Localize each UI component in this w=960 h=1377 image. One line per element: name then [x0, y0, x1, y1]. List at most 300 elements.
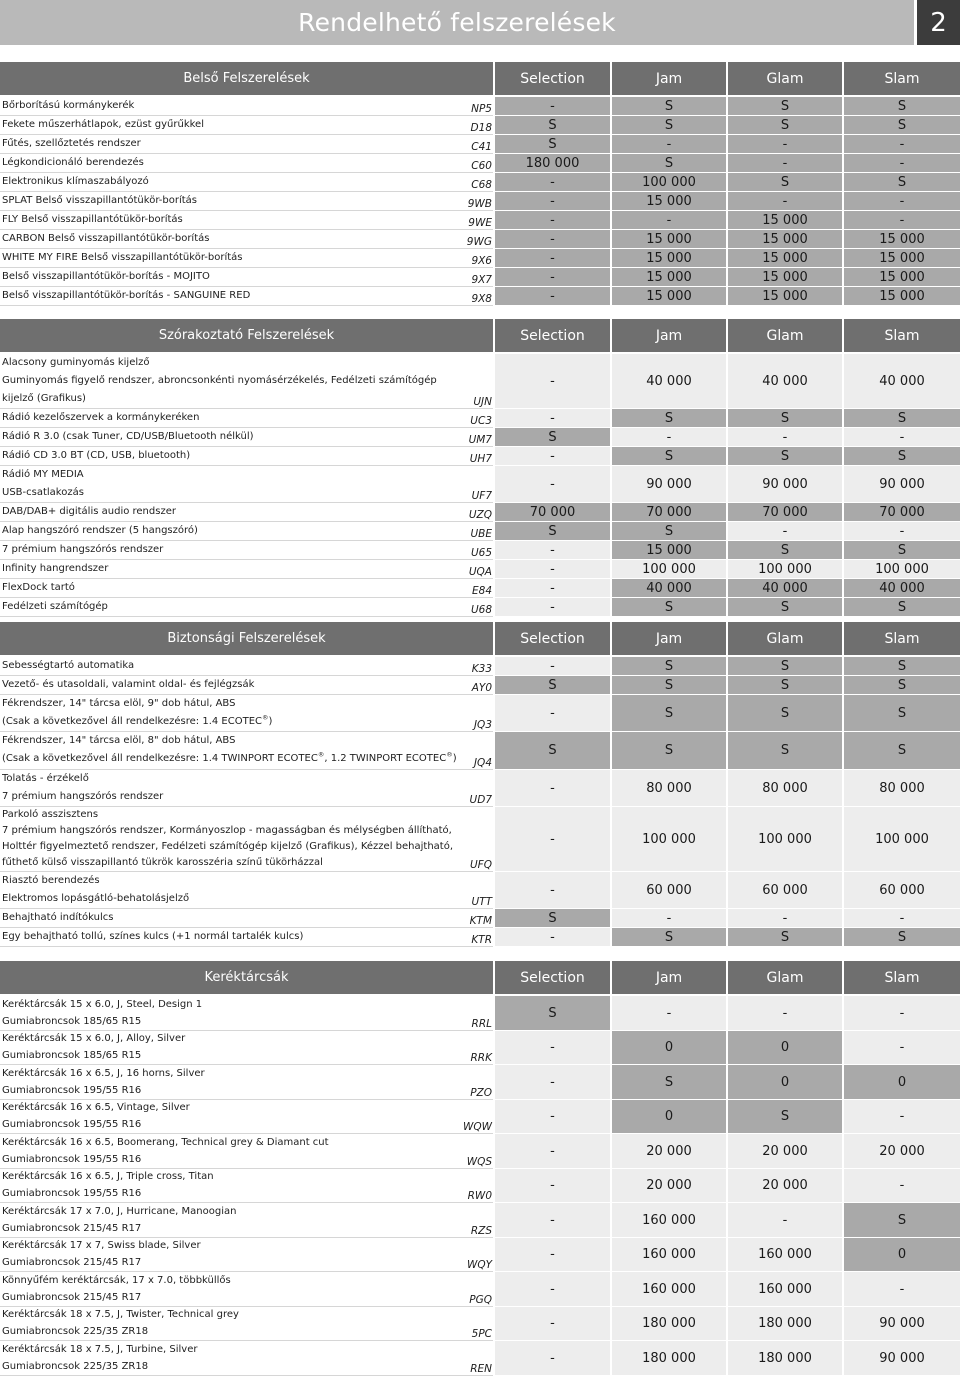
table-row: [0, 928, 960, 947]
table-row: [0, 598, 960, 617]
row-description: [2, 598, 468, 616]
cell-jam: S: [612, 928, 726, 946]
cell-selection: S: [495, 676, 610, 694]
cell-glam: S: [728, 732, 842, 769]
cell-glam: 15 000: [728, 230, 842, 248]
cell-jam: S: [612, 116, 726, 134]
cell-selection: -: [495, 287, 610, 305]
description-line: Bőrborítású kormánykerék: [2, 100, 135, 111]
row-description: [2, 135, 468, 153]
cell-slam: 15 000: [844, 287, 960, 305]
description-line: Keréktárcsák 15 x 6.0, J, Steel, Design 1: [2, 999, 203, 1010]
cell-glam: 0: [728, 1065, 842, 1099]
cell-glam: S: [728, 409, 842, 427]
cell-glam: -: [728, 154, 842, 172]
option-code: UD7: [469, 794, 492, 806]
table-row: [0, 409, 960, 428]
row-description: [2, 1065, 468, 1099]
cell-selection: -: [495, 928, 610, 946]
table-row: [0, 770, 960, 807]
description-line: Keréktárcsák 16 x 6.5, Vintage, Silver: [2, 1102, 190, 1113]
cell-glam: 20 000: [728, 1169, 842, 1202]
cell-selection: -: [495, 598, 610, 616]
cell-glam: S: [728, 676, 842, 694]
description-line: Sebességtartó automatika: [2, 660, 135, 671]
cell-jam: 15 000: [612, 192, 726, 210]
option-code: RZS: [470, 1225, 492, 1237]
cell-selection: -: [495, 447, 610, 465]
cell-slam: -: [844, 211, 960, 229]
cell-slam: S: [844, 409, 960, 427]
row-description: [2, 996, 468, 1030]
row-description: [2, 579, 468, 597]
description-line: Keréktárcsák 15 x 6.0, J, Alloy, Silver: [2, 1033, 186, 1044]
table-row: [0, 230, 960, 249]
description-line: fűthető külső visszapillantó tükrök karosszéria színű tükörházzal: [2, 857, 323, 868]
cell-glam: -: [728, 996, 842, 1030]
section-title: Belső Felszerelések: [0, 62, 493, 95]
description-line: Alap hangszóró rendszer (5 hangszóró): [2, 525, 198, 536]
option-code: UTT: [471, 896, 492, 908]
cell-selection: -: [495, 1272, 610, 1306]
description-line: Behajtható indítókulcs: [2, 912, 114, 923]
table-row: [0, 1307, 960, 1341]
cell-glam: -: [728, 909, 842, 927]
option-code: JQ3: [473, 719, 492, 731]
cell-jam: 180 000: [612, 1307, 726, 1340]
option-code: 9WG: [466, 236, 492, 248]
description-line: FlexDock tartó: [2, 582, 75, 593]
cell-selection: -: [495, 579, 610, 597]
section-header: [0, 62, 960, 95]
description-line: Guminyomás figyelő rendszer, abroncsonkénti nyomásérzékelés, Fedélzeti számítógép: [2, 375, 437, 386]
row-description: [2, 211, 468, 229]
cell-slam: 0: [844, 1065, 960, 1099]
column-header-jam: Jam: [612, 622, 726, 655]
cell-glam: S: [728, 97, 842, 115]
cell-jam: 0: [612, 1100, 726, 1133]
cell-jam: S: [612, 676, 726, 694]
cell-glam: S: [728, 695, 842, 731]
option-code: UJN: [473, 396, 492, 408]
description-line: Gumiabroncsok 195/55 R16: [2, 1187, 142, 1199]
option-code: 9WE: [468, 217, 492, 229]
table-row: [0, 249, 960, 268]
description-line: Elektronikus klímaszabályozó: [2, 176, 149, 187]
option-code: RRK: [470, 1052, 492, 1064]
cell-jam: 0: [612, 1031, 726, 1064]
table-row: [0, 872, 960, 909]
cell-selection: S: [495, 135, 610, 153]
description-line: 7 prémium hangszórós rendszer, Kormányoszlop - magasságban és mélységben állítható,: [2, 825, 452, 836]
table-row: [0, 1134, 960, 1169]
cell-jam: 15 000: [612, 249, 726, 267]
row-divider: [0, 305, 493, 306]
cell-slam: -: [844, 154, 960, 172]
cell-slam: -: [844, 428, 960, 446]
cell-slam: S: [844, 1203, 960, 1237]
cell-glam: 160 000: [728, 1272, 842, 1306]
cell-slam: -: [844, 909, 960, 927]
option-code: WQS: [466, 1156, 492, 1168]
cell-glam: S: [728, 447, 842, 465]
section-rows: [0, 97, 960, 306]
cell-glam: 0: [728, 1031, 842, 1064]
cell-jam: S: [612, 522, 726, 540]
row-description: [2, 909, 468, 927]
column-header-jam: Jam: [612, 62, 726, 95]
row-description: [2, 732, 468, 768]
cell-glam: -: [728, 1203, 842, 1237]
row-description: [2, 541, 468, 559]
section-header: [0, 319, 960, 352]
table-row: [0, 97, 960, 116]
cell-slam: -: [844, 1100, 960, 1133]
table-row: [0, 579, 960, 598]
cell-glam: 80 000: [728, 770, 842, 806]
description-line: Belső visszapillantótükör-borítás - SANGUINE RED: [2, 290, 251, 301]
column-header-selection: Selection: [495, 319, 610, 352]
description-line: Könnyűfém keréktárcsák, 17 x 7.0, többküllős: [2, 1275, 231, 1286]
cell-jam: S: [612, 1065, 726, 1099]
cell-slam: -: [844, 1169, 960, 1202]
cell-selection: -: [495, 1100, 610, 1133]
cell-glam: S: [728, 173, 842, 191]
description-line: (Csak a következővel áll rendelkezésre: 1.4 TWINPORT ECOTEC®, 1.2 TWINPORT ECOTEC®): [2, 750, 457, 764]
table-row: [0, 996, 960, 1031]
cell-selection: -: [495, 409, 610, 427]
cell-slam: -: [844, 192, 960, 210]
table-row: [0, 154, 960, 173]
cell-glam: 100 000: [728, 807, 842, 871]
cell-slam: -: [844, 996, 960, 1030]
cell-jam: 20 000: [612, 1169, 726, 1202]
row-description: [2, 1341, 468, 1375]
cell-jam: 100 000: [612, 560, 726, 578]
cell-glam: 90 000: [728, 466, 842, 502]
option-code: UZQ: [468, 509, 492, 521]
cell-glam: -: [728, 135, 842, 153]
cell-slam: S: [844, 598, 960, 616]
column-header-slam: Slam: [844, 961, 960, 994]
cell-slam: 40 000: [844, 579, 960, 597]
option-code: U65: [470, 547, 492, 559]
option-code: C68: [471, 179, 492, 191]
cell-selection: -: [495, 211, 610, 229]
table-row: [0, 1169, 960, 1203]
option-code: UBE: [470, 528, 492, 540]
table-row: [0, 503, 960, 522]
cell-glam: 15 000: [728, 249, 842, 267]
cell-glam: -: [728, 192, 842, 210]
description-line: Egy behajtható tollú, színes kulcs (+1 normál tartalék kulcs): [2, 931, 304, 942]
cell-slam: 20 000: [844, 1134, 960, 1168]
description-line: Rádió CD 3.0 BT (CD, USB, bluetooth): [2, 450, 191, 461]
cell-jam: 15 000: [612, 541, 726, 559]
page-title: Rendelhető felszerelések: [0, 0, 914, 45]
cell-selection: S: [495, 732, 610, 769]
cell-slam: S: [844, 173, 960, 191]
description-line: Keréktárcsák 17 x 7.0, J, Hurricane, Manoogian: [2, 1206, 237, 1217]
option-code: C41: [471, 141, 492, 153]
cell-selection: -: [495, 249, 610, 267]
row-description: [2, 770, 468, 806]
cell-slam: 90 000: [844, 1307, 960, 1340]
row-divider: [495, 616, 960, 617]
cell-slam: S: [844, 695, 960, 731]
cell-selection: -: [495, 230, 610, 248]
cell-jam: 160 000: [612, 1238, 726, 1271]
row-description: [2, 268, 468, 286]
cell-glam: 180 000: [728, 1341, 842, 1375]
section-title: Biztonsági Felszerelések: [0, 622, 493, 655]
description-line: Légkondicionáló berendezés: [2, 157, 144, 168]
section-title: Keréktárcsák: [0, 961, 493, 994]
description-line: Gumiabroncsok 185/65 R15: [2, 1049, 142, 1061]
cell-selection: -: [495, 1307, 610, 1340]
cell-glam: -: [728, 428, 842, 446]
cell-slam: S: [844, 541, 960, 559]
column-header-selection: Selection: [495, 961, 610, 994]
row-description: [2, 192, 468, 210]
description-line: Gumiabroncsok 225/35 ZR18: [2, 1325, 149, 1337]
table-row: [0, 732, 960, 770]
option-code: C60: [471, 160, 492, 172]
option-code: REN: [470, 1363, 492, 1375]
cell-slam: 0: [844, 1238, 960, 1271]
table-row: [0, 1065, 960, 1100]
cell-jam: S: [612, 732, 726, 769]
table-row: [0, 1238, 960, 1272]
cell-slam: -: [844, 1031, 960, 1064]
row-divider: [495, 946, 960, 947]
row-description: [2, 676, 468, 694]
table-row: [0, 135, 960, 154]
description-line: Gumiabroncsok 215/45 R17: [2, 1292, 142, 1303]
row-description: [2, 116, 468, 134]
cell-slam: -: [844, 135, 960, 153]
option-code: JQ4: [473, 757, 492, 769]
option-code: WQY: [466, 1259, 492, 1271]
option-code: UF7: [471, 490, 492, 502]
table-row: [0, 560, 960, 579]
cell-selection: -: [495, 97, 610, 115]
cell-slam: -: [844, 522, 960, 540]
cell-glam: S: [728, 541, 842, 559]
option-code: UM7: [468, 434, 492, 446]
cell-selection: -: [495, 1065, 610, 1099]
cell-jam: -: [612, 135, 726, 153]
cell-jam: 60 000: [612, 872, 726, 908]
cell-glam: -: [728, 522, 842, 540]
option-code: RW0: [467, 1190, 492, 1202]
cell-slam: 90 000: [844, 1341, 960, 1375]
cell-selection: -: [495, 1134, 610, 1168]
row-divider: [495, 305, 960, 306]
cell-slam: 40 000: [844, 354, 960, 408]
option-code: RRL: [471, 1018, 492, 1030]
cell-selection: S: [495, 996, 610, 1030]
row-description: [2, 807, 468, 871]
description-line: Gumiabroncsok 195/55 R16: [2, 1154, 142, 1165]
cell-jam: 160 000: [612, 1272, 726, 1306]
cell-selection: -: [495, 1238, 610, 1271]
cell-selection: -: [495, 657, 610, 675]
row-description: [2, 154, 468, 172]
cell-jam: 100 000: [612, 173, 726, 191]
description-line: DAB/DAB+ digitális audio rendszer: [2, 506, 176, 517]
table-row: [0, 192, 960, 211]
table-row: [0, 1272, 960, 1307]
table-row: [0, 428, 960, 447]
description-line: kijelző (Grafikus): [2, 393, 86, 404]
description-line: Fékrendszer, 14" tárcsa elöl, 8" dob hátul, ABS: [2, 735, 236, 746]
option-code: 9X6: [471, 255, 492, 267]
section-header: [0, 961, 960, 994]
row-description: [2, 409, 468, 427]
row-description: [2, 97, 468, 115]
cell-jam: S: [612, 447, 726, 465]
cell-selection: -: [495, 192, 610, 210]
table-row: [0, 287, 960, 306]
table-row: [0, 1203, 960, 1238]
column-header-jam: Jam: [612, 319, 726, 352]
cell-slam: S: [844, 657, 960, 675]
description-line: Rádió kezelőszervek a kormánykeréken: [2, 412, 200, 423]
description-line: Gumiabroncsok 195/55 R16: [2, 1118, 142, 1130]
column-header-glam: Glam: [728, 622, 842, 655]
cell-jam: 80 000: [612, 770, 726, 806]
cell-selection: S: [495, 909, 610, 927]
cell-jam: 90 000: [612, 466, 726, 502]
row-description: [2, 1100, 468, 1133]
row-description: [2, 560, 468, 578]
row-divider: [0, 616, 493, 617]
table-row: [0, 657, 960, 676]
cell-slam: 70 000: [844, 503, 960, 521]
row-divider: [0, 946, 493, 947]
section-rows: [0, 657, 960, 947]
row-description: [2, 872, 468, 908]
cell-jam: 20 000: [612, 1134, 726, 1168]
option-code: E84: [472, 585, 492, 597]
cell-glam: 60 000: [728, 872, 842, 908]
description-line: Elektromos lopásgátló-behatolásjelző: [2, 893, 190, 904]
cell-selection: -: [495, 173, 610, 191]
row-description: [2, 1307, 468, 1340]
cell-slam: 15 000: [844, 230, 960, 248]
table-row: [0, 909, 960, 928]
cell-slam: 80 000: [844, 770, 960, 806]
cell-slam: 100 000: [844, 807, 960, 871]
cell-jam: 40 000: [612, 579, 726, 597]
cell-jam: 160 000: [612, 1203, 726, 1237]
option-code: UC3: [470, 415, 492, 427]
description-line: Keréktárcsák 16 x 6.5, J, Triple cross, Titan: [2, 1171, 214, 1182]
cell-jam: 100 000: [612, 807, 726, 871]
cell-jam: 70 000: [612, 503, 726, 521]
section-header: [0, 622, 960, 655]
row-description: [2, 249, 468, 267]
cell-slam: 15 000: [844, 268, 960, 286]
description-line: Riasztó berendezés: [2, 875, 100, 886]
cell-jam: S: [612, 657, 726, 675]
description-line: Gumiabroncsok 225/35 ZR18: [2, 1361, 149, 1372]
description-line: 7 prémium hangszórós rendszer: [2, 544, 164, 555]
cell-glam: 70 000: [728, 503, 842, 521]
row-description: [2, 230, 468, 248]
cell-slam: S: [844, 97, 960, 115]
description-line: Holttér figyelmeztető rendszer, Fedélzeti számítógép kijelző (Grafikus), Kézzel behajtható,: [2, 841, 453, 852]
description-line: Gumiabroncsok 215/45 R17: [2, 1223, 142, 1234]
section-rows: [0, 354, 960, 617]
cell-slam: S: [844, 676, 960, 694]
cell-glam: 40 000: [728, 354, 842, 408]
cell-jam: S: [612, 409, 726, 427]
row-description: [2, 657, 468, 675]
row-description: [2, 1031, 468, 1064]
column-header-glam: Glam: [728, 319, 842, 352]
cell-selection: -: [495, 807, 610, 871]
option-code: K33: [471, 663, 492, 675]
cell-glam: 15 000: [728, 268, 842, 286]
column-header-slam: Slam: [844, 622, 960, 655]
cell-selection: -: [495, 466, 610, 502]
column-header-selection: Selection: [495, 62, 610, 95]
option-code: WQW: [462, 1121, 492, 1133]
cell-selection: S: [495, 116, 610, 134]
cell-slam: S: [844, 928, 960, 946]
cell-glam: 180 000: [728, 1307, 842, 1340]
cell-selection: -: [495, 268, 610, 286]
cell-glam: 15 000: [728, 211, 842, 229]
cell-selection: -: [495, 354, 610, 408]
row-description: [2, 287, 468, 305]
cell-selection: -: [495, 695, 610, 731]
description-line: Vezető- és utasoldali, valamint oldal- és fejlégzsák: [2, 679, 255, 690]
description-line: FLY Belső visszapillantótükör-borítás: [2, 214, 183, 225]
row-description: [2, 428, 468, 446]
description-line: Fedélzeti számítógép: [2, 601, 108, 612]
description-line: USB-csatlakozás: [2, 487, 84, 498]
option-code: 9X8: [471, 293, 492, 305]
cell-selection: -: [495, 1203, 610, 1237]
cell-glam: 160 000: [728, 1238, 842, 1271]
option-code: U68: [470, 604, 492, 616]
table-row: [0, 211, 960, 230]
cell-glam: S: [728, 598, 842, 616]
cell-selection: S: [495, 522, 610, 540]
cell-glam: 40 000: [728, 579, 842, 597]
cell-slam: S: [844, 732, 960, 769]
description-line: Gumiabroncsok 215/45 R17: [2, 1256, 142, 1268]
description-line: Fékrendszer, 14" tárcsa elöl, 9" dob hátul, ABS: [2, 698, 236, 709]
row-description: [2, 503, 468, 521]
description-line: Gumiabroncsok 185/65 R15: [2, 1016, 142, 1027]
option-code: PZO: [470, 1087, 492, 1099]
cell-glam: 100 000: [728, 560, 842, 578]
description-line: Gumiabroncsok 195/55 R16: [2, 1085, 142, 1096]
description-line: Rádió R 3.0 (csak Tuner, CD/USB/Bluetooth nélkül): [2, 431, 254, 442]
section-title: Szórakoztató Felszerelések: [0, 319, 493, 352]
cell-selection: -: [495, 770, 610, 806]
table-row: [0, 173, 960, 192]
description-line: Keréktárcsák 18 x 7.5, J, Twister, Technical grey: [2, 1309, 239, 1320]
cell-jam: S: [612, 97, 726, 115]
table-row: [0, 541, 960, 560]
column-header-selection: Selection: [495, 622, 610, 655]
table-row: [0, 1341, 960, 1376]
